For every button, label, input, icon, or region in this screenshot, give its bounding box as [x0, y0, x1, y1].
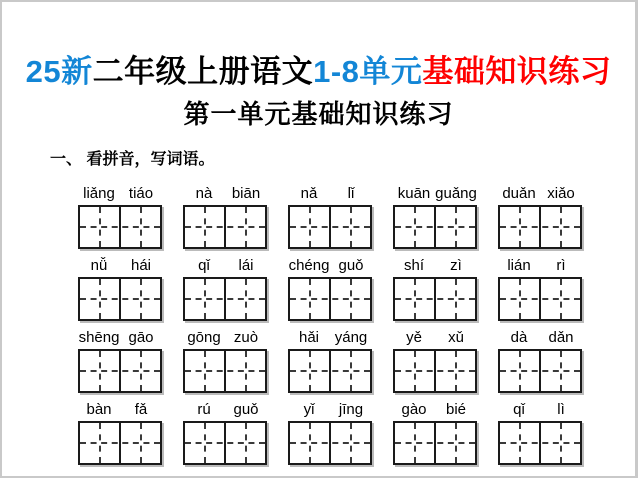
char-grid [288, 421, 372, 465]
char-cell [226, 207, 265, 247]
pinyin-syllable: fǎ [134, 401, 148, 418]
char-grid [183, 421, 267, 465]
word-group [498, 185, 582, 249]
pinyin-syllable: dǎn [548, 329, 574, 346]
char-cell [185, 351, 226, 391]
pinyin-label [183, 185, 267, 203]
title-part-practice: 基础知识练习 [422, 54, 612, 89]
char-cell [185, 207, 226, 247]
word-group [183, 185, 267, 249]
word-group [78, 329, 162, 393]
char-cell [500, 207, 541, 247]
pinyin-label [78, 401, 162, 419]
pinyin-syllable: biān [231, 185, 261, 202]
section-heading: 一、 看拼音，写词语。 [50, 151, 215, 168]
pinyin-syllable: zì [450, 257, 462, 274]
char-cell [331, 279, 370, 319]
pinyin-syllable: lián [507, 257, 531, 274]
pinyin-syllable: nǎ [300, 185, 318, 202]
char-grid [183, 277, 267, 321]
pinyin-syllable: jīng [338, 401, 364, 418]
char-cell [331, 207, 370, 247]
pinyin-label [183, 257, 267, 275]
char-cell [290, 207, 331, 247]
word-group [78, 401, 162, 465]
char-cell [500, 351, 541, 391]
word-group [288, 401, 372, 465]
char-grid [498, 205, 582, 249]
word-group [498, 329, 582, 393]
word-group [498, 257, 582, 321]
char-grid [288, 349, 372, 393]
char-cell [226, 279, 265, 319]
char-grid [498, 277, 582, 321]
pinyin-syllable: chéng [288, 257, 330, 274]
pinyin-label [288, 401, 372, 419]
pinyin-syllable: bàn [86, 401, 112, 418]
word-group [498, 401, 582, 465]
char-cell [541, 423, 580, 463]
char-grid [393, 421, 477, 465]
pinyin-label [498, 329, 582, 347]
char-grid [498, 349, 582, 393]
word-group [393, 401, 477, 465]
char-grid [78, 277, 162, 321]
pinyin-label [393, 257, 477, 275]
title-part-blue-prefix: 25新 [25, 54, 93, 89]
char-cell [121, 279, 160, 319]
char-cell [80, 279, 121, 319]
pinyin-label [78, 329, 162, 347]
pinyin-label [288, 329, 372, 347]
pinyin-label [288, 257, 372, 275]
word-group [183, 257, 267, 321]
word-group [393, 185, 477, 249]
char-cell [395, 423, 436, 463]
char-cell [290, 279, 331, 319]
pinyin-syllable: nà [195, 185, 213, 202]
pinyin-syllable: lái [238, 257, 254, 274]
word-group [288, 257, 372, 321]
worksheet [78, 185, 582, 465]
title-part-units: 1-8单元 [313, 54, 423, 89]
pinyin-syllable: yǐ [303, 401, 315, 418]
pinyin-label [183, 329, 267, 347]
word-group [78, 257, 162, 321]
title-part-grade: 二年级上册语文 [92, 54, 314, 89]
pinyin-syllable: yáng [334, 329, 368, 346]
char-cell [500, 279, 541, 319]
char-cell [226, 351, 265, 391]
pinyin-syllable: liǎng [83, 185, 115, 202]
pinyin-label [498, 401, 582, 419]
word-group [393, 257, 477, 321]
pinyin-syllable: yě [406, 329, 422, 346]
pinyin-label [78, 185, 162, 203]
pinyin-syllable: lì [557, 401, 565, 418]
char-cell [541, 279, 580, 319]
pinyin-syllable: nǚ [90, 257, 108, 274]
char-cell [121, 423, 160, 463]
char-grid [183, 205, 267, 249]
pinyin-syllable: bié [445, 401, 467, 418]
pinyin-syllable: lǐ [347, 185, 355, 202]
char-cell [185, 279, 226, 319]
char-cell [541, 207, 580, 247]
unit-subtitle: 第一单元基础知识练习 [183, 100, 454, 130]
pinyin-label [183, 401, 267, 419]
pinyin-syllable: gào [401, 401, 427, 418]
worksheet-row [78, 257, 582, 321]
char-cell [331, 423, 370, 463]
char-cell [121, 207, 160, 247]
page-title [2, 54, 635, 90]
pinyin-label [498, 257, 582, 275]
char-grid [78, 349, 162, 393]
char-cell [80, 423, 121, 463]
pinyin-syllable: gōng [187, 329, 221, 346]
char-cell [80, 207, 121, 247]
char-grid [288, 277, 372, 321]
pinyin-label [498, 185, 582, 203]
pinyin-syllable: shí [403, 257, 424, 274]
char-grid [78, 205, 162, 249]
pinyin-syllable: gāo [128, 329, 154, 346]
word-group [183, 329, 267, 393]
char-cell [290, 423, 331, 463]
pinyin-syllable: zuò [233, 329, 259, 346]
char-cell [80, 351, 121, 391]
char-cell [290, 351, 331, 391]
pinyin-syllable: qǐ [513, 401, 525, 418]
char-cell [436, 207, 475, 247]
worksheet-row [78, 401, 582, 465]
char-cell [436, 423, 475, 463]
pinyin-syllable: duǎn [502, 185, 536, 202]
char-cell [395, 351, 436, 391]
char-cell [436, 351, 475, 391]
char-grid [393, 277, 477, 321]
pinyin-syllable: qǐ [198, 257, 210, 274]
pinyin-label [288, 185, 372, 203]
char-cell [541, 351, 580, 391]
char-cell [121, 351, 160, 391]
pinyin-syllable: kuān [397, 185, 431, 202]
char-grid [393, 349, 477, 393]
word-group [393, 329, 477, 393]
pinyin-label [393, 329, 477, 347]
pinyin-label [78, 257, 162, 275]
word-group [78, 185, 162, 249]
pinyin-syllable: shēng [78, 329, 120, 346]
char-grid [183, 349, 267, 393]
worksheet-row [78, 185, 582, 249]
pinyin-syllable: hǎi [298, 329, 320, 346]
char-cell [331, 351, 370, 391]
word-group [288, 185, 372, 249]
char-cell [185, 423, 226, 463]
pinyin-syllable: guǎng [435, 185, 477, 202]
pinyin-syllable: guǒ [338, 257, 364, 274]
pinyin-label [393, 185, 477, 203]
word-group [288, 329, 372, 393]
char-cell [226, 423, 265, 463]
char-cell [395, 279, 436, 319]
char-grid [288, 205, 372, 249]
pinyin-syllable: rì [556, 257, 566, 274]
pinyin-syllable: xǔ [448, 329, 464, 346]
char-grid [498, 421, 582, 465]
pinyin-syllable: xiǎo [547, 185, 575, 202]
char-grid [78, 421, 162, 465]
char-cell [395, 207, 436, 247]
char-cell [436, 279, 475, 319]
pinyin-syllable: hái [130, 257, 152, 274]
pinyin-label [393, 401, 477, 419]
pinyin-syllable: guǒ [233, 401, 259, 418]
word-group [183, 401, 267, 465]
pinyin-syllable: tiáo [128, 185, 154, 202]
pinyin-syllable: rú [197, 401, 211, 418]
char-grid [393, 205, 477, 249]
char-cell [500, 423, 541, 463]
pinyin-syllable: dà [510, 329, 528, 346]
worksheet-row [78, 329, 582, 393]
